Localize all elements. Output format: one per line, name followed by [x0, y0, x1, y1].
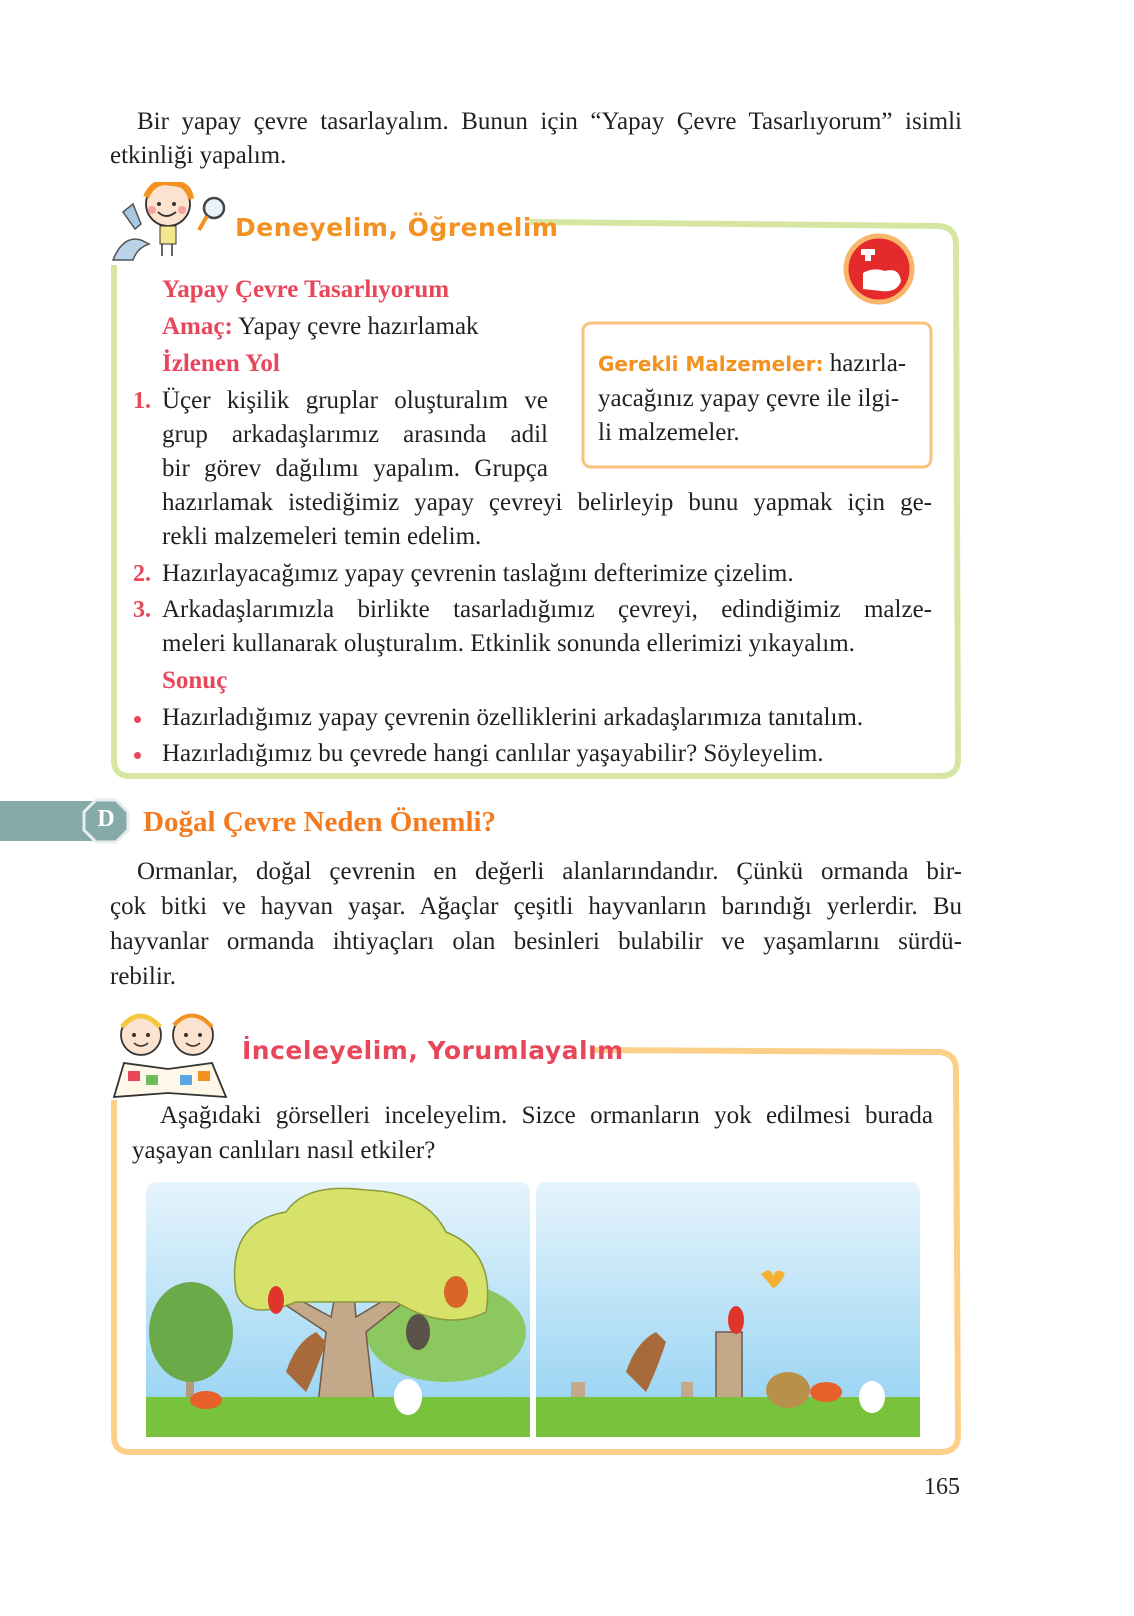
step-line: rekli malzemeleri temin edelim. [162, 523, 482, 550]
intro-line: Bir yapay çevre tasarlayalım. Bunun için “Yapay Çevre Tasarlıyorum” isimli [137, 108, 962, 135]
section-line: rebilir. [110, 963, 176, 990]
forest-illustration [146, 1182, 530, 1437]
page-number: 165 [924, 1474, 960, 1500]
step-line: meleri kullanarak oluşturalım. Etkinlik sonunda ellerimizi yıkayalım. [162, 630, 855, 657]
wash-hands-icon [843, 233, 915, 305]
section-title: Doğal Çevre Neden Önemli? [143, 806, 497, 838]
scientist-girl-icon [108, 182, 233, 264]
step-number: 1. [133, 388, 151, 414]
section-line: Ormanlar, doğal çevrenin en değerli alanlarındandır. Çünkü ormanda bir- [137, 858, 962, 885]
kids-reading-icon [108, 1005, 233, 1103]
step-line: bir görev dağılımı yapalım. Grupça [162, 455, 548, 482]
aim-text: Yapay çevre hazırlamak [232, 313, 479, 340]
materials-line: li malzemeler. [598, 419, 740, 446]
materials-line [598, 349, 906, 379]
activity-header: Deneyelim, Öğrenelim [235, 213, 559, 242]
intro-line: etkinliği yapalım. [110, 142, 287, 169]
method-label: İzlenen Yol [162, 350, 280, 377]
result-item: Hazırladığımız yapay çevrenin özelliklerini arkadaşlarımıza tanıtalım. [162, 704, 864, 731]
step-line: Üçer kişilik gruplar oluşturalım ve [162, 387, 548, 414]
result-label: Sonuç [162, 667, 228, 694]
step-number: 2. [133, 561, 151, 587]
section-line: çok bitki ve hayvan yaşar. Ağaçlar çeşitli hayvanların barındığı yerlerdir. Bu [110, 893, 962, 920]
review-line: yaşayan canlıları nasıl etkiler? [132, 1137, 436, 1164]
aim [162, 312, 479, 342]
bullet-icon [134, 716, 141, 723]
materials-label: Gerekli Malzemeler: [598, 352, 824, 376]
section-letter: D [97, 806, 115, 832]
step-line: Hazırlayacağımız yapay çevrenin taslağını defterimize çizelim. [162, 560, 794, 587]
materials-line: yacağınız yapay çevre ile ilgi- [598, 385, 900, 412]
result-item: Hazırladığımız bu çevrede hangi canlılar yaşayabilir? Söyleyelim. [162, 740, 824, 767]
step-line: hazırlamak istediğimiz yapay çevreyi belirleyip bunu yapmak için ge- [162, 489, 932, 516]
aim-label: Amaç: [162, 313, 233, 340]
deforested-illustration [536, 1182, 920, 1437]
materials-text: hazırla- [823, 350, 907, 377]
bullet-icon [134, 752, 141, 759]
review-line: Aşağıdaki görselleri inceleyelim. Sizce ormanların yok edilmesi burada [160, 1102, 933, 1129]
review-header: İnceleyelim, Yorumlayalım [242, 1036, 624, 1065]
step-line: grup arkadaşlarımız arasında adil [162, 421, 548, 448]
activity-title: Yapay Çevre Tasarlıyorum [162, 276, 450, 303]
step-number: 3. [133, 597, 151, 623]
section-line: hayvanlar ormanda ihtiyaçları olan besinleri bulabilir ve yaşamlarını sürdü- [110, 928, 962, 955]
step-line: Arkadaşlarımızla birlikte tasarladığımız çevreyi, edindiğimiz malze- [162, 596, 932, 623]
